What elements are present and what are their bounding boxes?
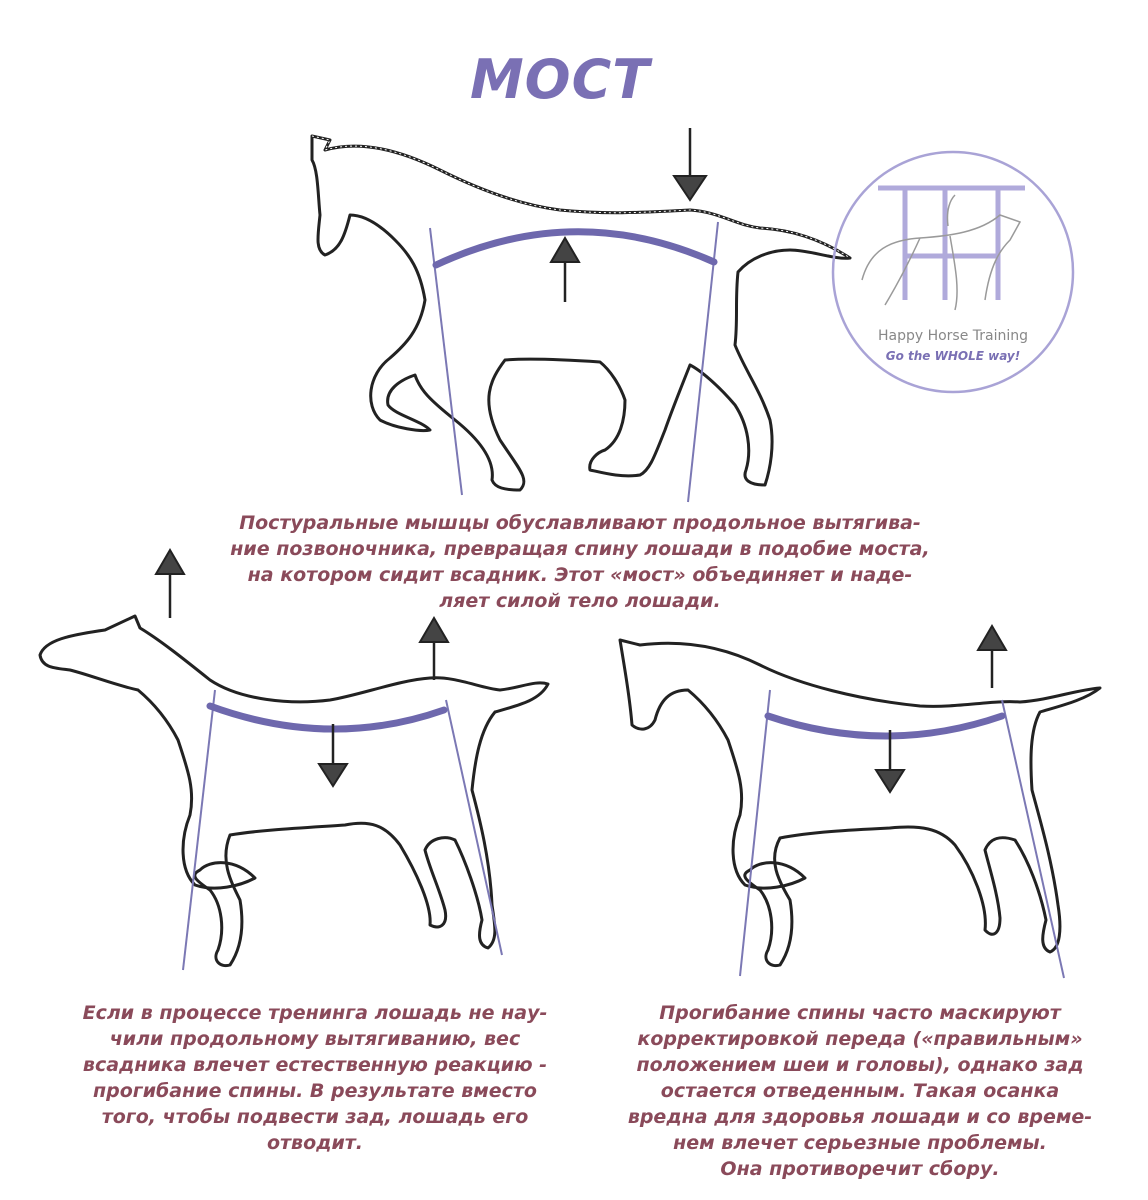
caption-top [170, 510, 990, 614]
down-arrow-icon [674, 128, 706, 200]
caption-left-line: Если в процессе тренинга лошадь не нау- [82, 1002, 548, 1024]
caption-bottom-right [590, 1000, 1130, 1182]
caption-left-line: прогибание спины. В результате вместо [93, 1080, 537, 1102]
caption-top-line: на котором сидит всадник. Этот «мост» объединяет и наде- [247, 564, 913, 586]
horse-top [312, 128, 850, 502]
logo-name: Happy Horse Training [877, 328, 1029, 344]
caption-right-line: вредна для здоровья лошади и со време- [627, 1106, 1093, 1128]
caption-right-line: нем влечет серьезные проблемы. [673, 1132, 1047, 1154]
up-arrow-icon [551, 238, 579, 302]
caption-top-line: ляет силой тело лошади. [439, 590, 721, 612]
back-arc-hollow-left [210, 706, 444, 729]
reference-line-front-right [740, 690, 770, 976]
reference-line-rear-left [446, 700, 502, 955]
up-arrow-icon [978, 626, 1006, 688]
horse-top-outline [312, 136, 850, 490]
caption-right-line: Прогибание спины часто маскируют [659, 1002, 1061, 1024]
horse-bottom-right-outline [620, 640, 1100, 966]
caption-right-line: корректировкой переда («правильным» [637, 1028, 1083, 1050]
down-arrow-icon [319, 724, 347, 786]
caption-right-line: остается отведенным. Такая осанка [660, 1080, 1060, 1102]
back-arc-hollow-right [768, 716, 1002, 736]
reference-line-front-left [183, 690, 215, 970]
caption-bottom-left [30, 1000, 600, 1156]
caption-top-line: ние позвоночника, превращая спину лошади в подобие моста, [230, 538, 930, 560]
logo-emblem [833, 152, 1073, 392]
logo-tagline: Go the WHOLE way! [885, 349, 1021, 363]
caption-right-line: Она противоречит сбору. [720, 1158, 1000, 1180]
caption-right-line: положением шеи и головы), однако зад [636, 1054, 1084, 1076]
page-title: МОСТ [469, 48, 651, 111]
caption-top-line: Постуральные мышцы обуславливают продольное вытягива- [239, 512, 921, 534]
caption-left-line: того, чтобы подвести зад, лошадь его [101, 1106, 529, 1128]
caption-left-line: всадника влечет естественную реакцию - [82, 1054, 548, 1076]
caption-left-line: чили продольному вытягиванию, вес [109, 1028, 521, 1050]
up-arrow-icon [420, 618, 448, 680]
horse-bottom-right [620, 626, 1100, 978]
caption-left-line: отводит. [266, 1132, 364, 1154]
horse-bottom-left-outline [40, 616, 548, 966]
